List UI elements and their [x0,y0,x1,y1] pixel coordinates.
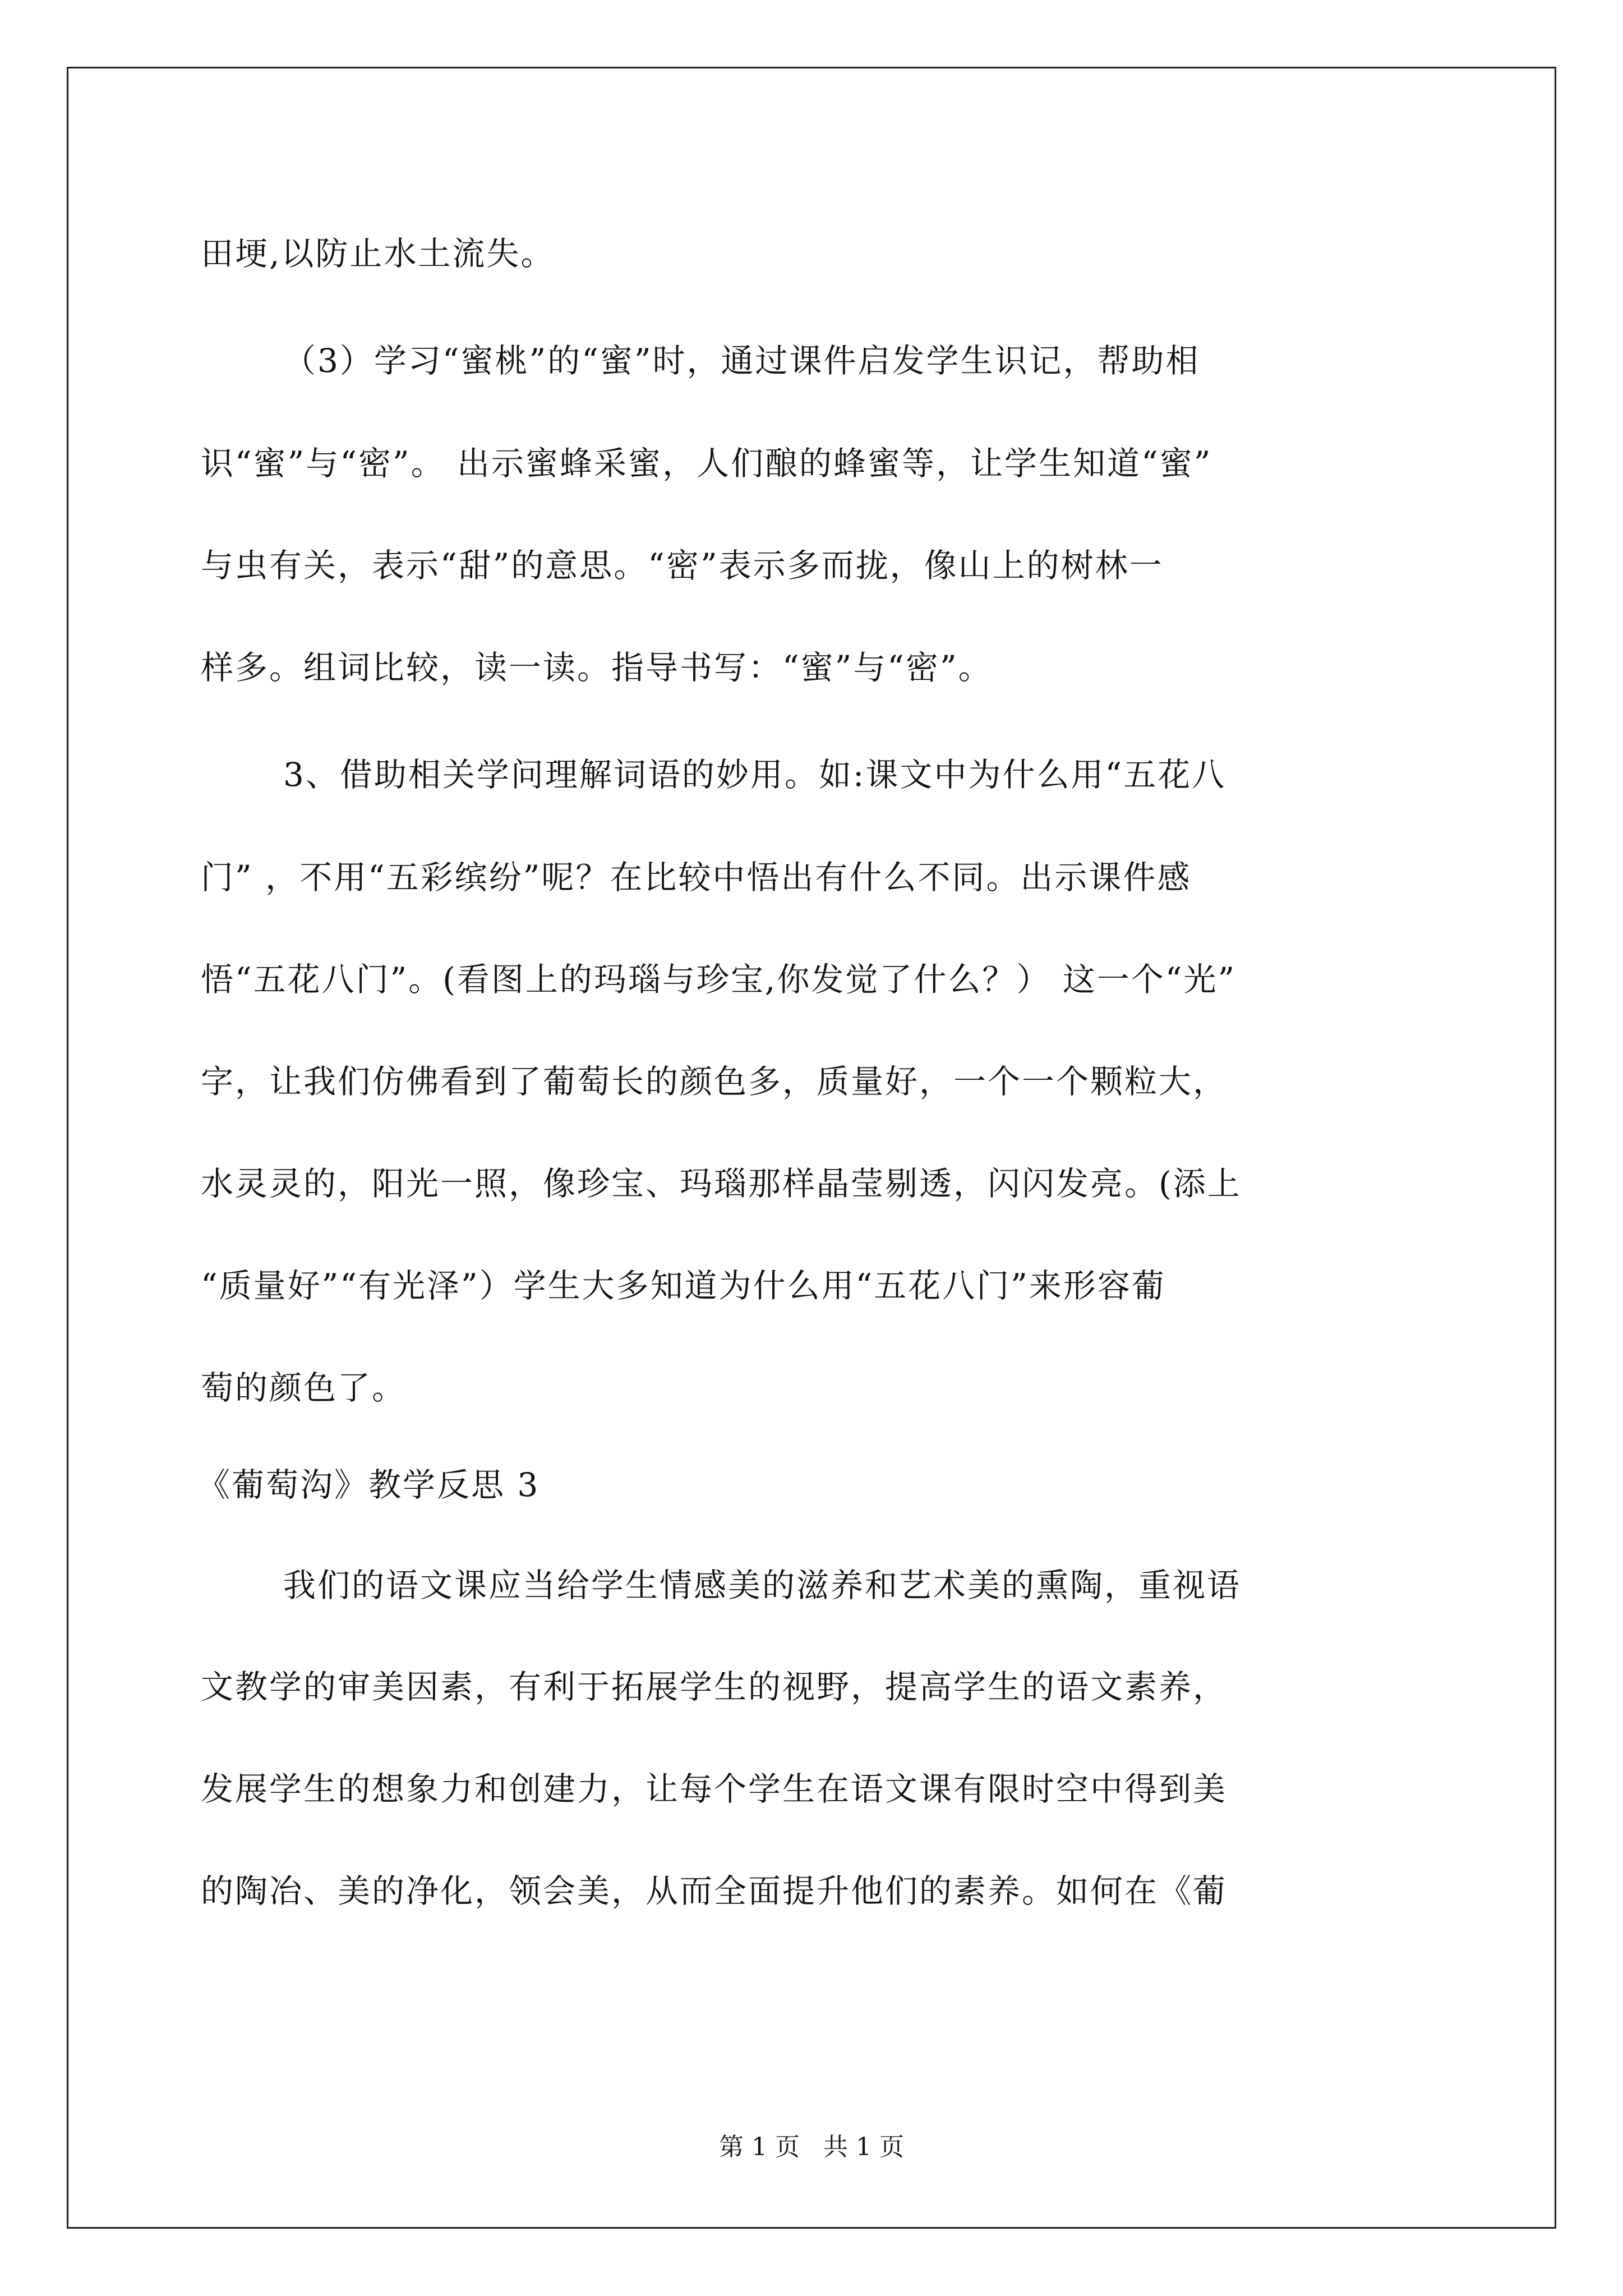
text-line: 悟“五花八门”。(看图上的玛瑙与珍宝,你发觉了什么？） 这一个“光” [201,960,1237,999]
text-line: 文教学的审美因素，有利于拓展学生的视野，提高学生的语文素养， [201,1668,1228,1706]
text-line: 发展学生的想象力和创建力，让每个学生在语文课有限时空中得到美 [201,1770,1228,1808]
text-line: “质量好”“有光泽”）学生大多知道为什么用“五花八门”来形容葡 [201,1267,1166,1305]
text-line: 识“蜜”与“密”。 出示蜜蜂采蜜，人们酿的蜂蜜等，让学生知道“蜜” [201,444,1212,482]
text-line: 水灵灵的，阳光一照，像珍宝、玛瑙那样晶莹剔透，闪闪发亮。(添上 [201,1165,1242,1203]
text-line: 3、借助相关学问理解词语的妙用。如:课文中为什么用“五花八 [283,756,1227,794]
text-line: （3）学习“蜜桃”的“蜜”时，通过课件启发学生识记，帮助相 [283,342,1200,380]
page-footer: 第 1 页 共 1 页 [719,2133,904,2161]
text-line: 萄的颜色了。 [201,1369,407,1407]
text-line: 门” ，不用“五彩缤纷”呢？在比较中悟出有什么不同。出示课件感 [201,858,1192,896]
text-line: 字，让我们仿佛看到了葡萄长的颜色多，质量好，一个一个颗粒大， [201,1062,1228,1101]
section-heading: 《葡萄沟》教学反思 3 [197,1466,540,1504]
text-line: 田埂,以防止水土流失。 [201,234,555,273]
text-line: 样多。组词比较，读一读。指导书写：“蜜”与“密”。 [201,648,993,687]
text-line: 的陶冶、美的净化，领会美，从而全面提升他们的素养。如何在《葡 [201,1872,1228,1910]
text-line: 我们的语文课应当给学生情感美的滋养和艺术美的熏陶，重视语 [283,1566,1242,1604]
text-line: 与虫有关，表示“甜”的意思。“密”表示多而拢，像山上的树林一 [201,546,1164,585]
